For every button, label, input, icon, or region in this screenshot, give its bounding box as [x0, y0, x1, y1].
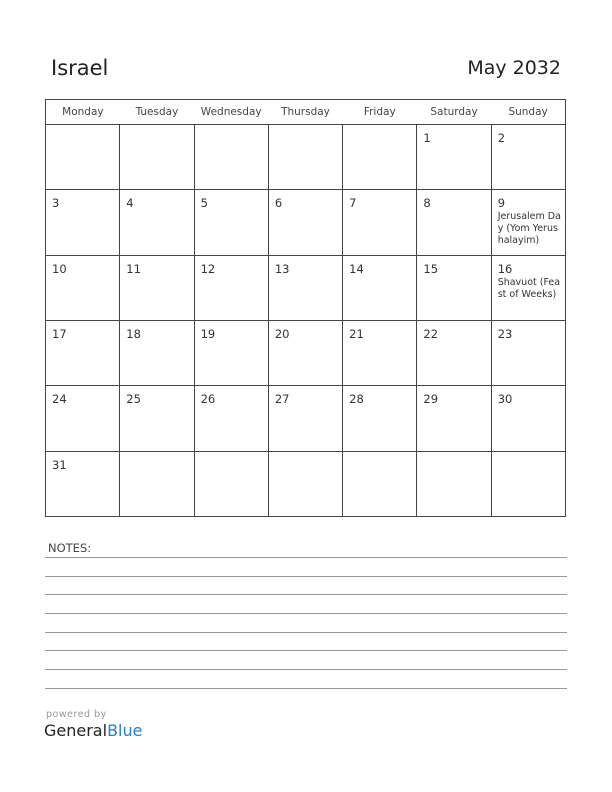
- day-cell-20: [268, 320, 342, 385]
- day-cell-1: [417, 125, 491, 190]
- day-cell-26: [194, 386, 268, 451]
- empty-day-cell: [268, 451, 342, 516]
- day-cell-4: [120, 190, 194, 255]
- country-title: Israel: [51, 56, 109, 80]
- note-line: [45, 557, 567, 558]
- day-cell-13: [268, 255, 342, 320]
- empty-day-cell: [268, 125, 342, 190]
- day-number: 30: [497, 392, 513, 407]
- brand-general: General: [44, 721, 108, 740]
- holiday-label: Shavuot (Feast of Weeks): [497, 276, 561, 300]
- day-number: 7: [349, 196, 357, 211]
- day-number: 8: [423, 196, 431, 211]
- weekday-thursday: Thursday: [268, 100, 342, 125]
- day-number: 31: [52, 457, 67, 472]
- weekday-friday: Friday: [343, 100, 417, 125]
- note-line: [45, 632, 567, 633]
- day-number: 19: [200, 326, 216, 341]
- brand-blue: Blue: [107, 721, 143, 740]
- day-number: 4: [126, 196, 134, 211]
- weekday-header-row: [46, 100, 566, 125]
- day-cell-24: [46, 386, 120, 451]
- empty-day-cell: [343, 451, 417, 516]
- day-cell-18: [120, 320, 194, 385]
- day-cell-15: [417, 255, 491, 320]
- weekday-wednesday: Wednesday: [194, 100, 268, 125]
- weekday-sunday: Sunday: [491, 100, 565, 125]
- day-number: 24: [52, 392, 67, 407]
- day-number: 17: [52, 326, 67, 341]
- day-number: 3: [52, 196, 60, 211]
- note-line: [45, 688, 567, 689]
- calendar-grid: [45, 99, 566, 517]
- day-number: 6: [274, 196, 283, 211]
- note-line: [45, 594, 567, 595]
- day-cell-30: [491, 386, 565, 451]
- empty-day-cell: [120, 451, 194, 516]
- day-cell-21: [343, 320, 417, 385]
- day-number: 29: [423, 392, 439, 407]
- day-cell-31: [46, 451, 120, 516]
- weekday-saturday: Saturday: [417, 100, 491, 125]
- day-cell-27: [268, 386, 342, 451]
- day-cell-28: [343, 386, 417, 451]
- day-number: 10: [52, 261, 67, 276]
- week-row: [46, 125, 566, 190]
- weekday-tuesday: Tuesday: [120, 100, 194, 125]
- day-number: 16: [497, 261, 513, 276]
- day-cell-23: [491, 320, 565, 385]
- empty-day-cell: [120, 125, 194, 190]
- day-cell-22: [417, 320, 491, 385]
- day-number: 21: [349, 326, 364, 341]
- note-line: [45, 669, 567, 670]
- day-cell-3: [46, 190, 120, 255]
- day-number: 1: [423, 131, 431, 145]
- day-number: 13: [274, 261, 290, 276]
- empty-day-cell: [491, 451, 565, 516]
- week-row: [46, 190, 566, 255]
- day-number: 15: [423, 261, 439, 276]
- day-cell-8: [417, 190, 491, 255]
- day-cell-12: [194, 255, 268, 320]
- day-cell-10: [46, 255, 120, 320]
- day-cell-19: [194, 320, 268, 385]
- holiday-label: Jerusalem Day (Yom Yerushalayim): [497, 211, 561, 247]
- day-number: 18: [126, 326, 141, 341]
- powered-by-text: powered by: [46, 709, 107, 720]
- empty-day-cell: [194, 451, 268, 516]
- day-cell-6: [268, 190, 342, 255]
- day-number: 9: [497, 196, 506, 211]
- brand-logo: [44, 721, 142, 740]
- day-cell-2: [491, 125, 565, 190]
- week-row: [46, 255, 566, 320]
- empty-day-cell: [194, 125, 268, 190]
- day-number: 27: [274, 392, 290, 407]
- weekday-monday: Monday: [46, 100, 120, 125]
- day-number: 23: [497, 326, 513, 341]
- day-number: 5: [200, 196, 208, 211]
- note-line: [45, 650, 567, 651]
- day-number: 26: [200, 392, 216, 407]
- day-cell-17: [46, 320, 120, 385]
- day-cell-29: [417, 386, 491, 451]
- day-cell-16: [491, 255, 565, 320]
- day-number: 20: [274, 326, 290, 341]
- empty-day-cell: [417, 451, 491, 516]
- day-cell-14: [343, 255, 417, 320]
- day-number: 11: [126, 261, 141, 276]
- day-number: 12: [200, 261, 216, 276]
- day-number: 22: [423, 326, 439, 341]
- day-cell-5: [194, 190, 268, 255]
- day-number: 28: [349, 392, 364, 407]
- note-line: [45, 613, 567, 614]
- day-number: 14: [349, 261, 364, 276]
- week-row: [46, 451, 566, 516]
- day-number: 2: [497, 131, 506, 145]
- empty-day-cell: [343, 125, 417, 190]
- day-number: 25: [126, 392, 141, 407]
- day-cell-9: [491, 190, 565, 255]
- day-cell-7: [343, 190, 417, 255]
- empty-day-cell: [46, 125, 120, 190]
- day-cell-25: [120, 386, 194, 451]
- day-cell-11: [120, 255, 194, 320]
- note-line: [45, 576, 567, 577]
- notes-label: NOTES:: [48, 541, 92, 555]
- week-row: [46, 386, 566, 451]
- week-row: [46, 320, 566, 385]
- month-year-title: May 2032: [467, 57, 561, 79]
